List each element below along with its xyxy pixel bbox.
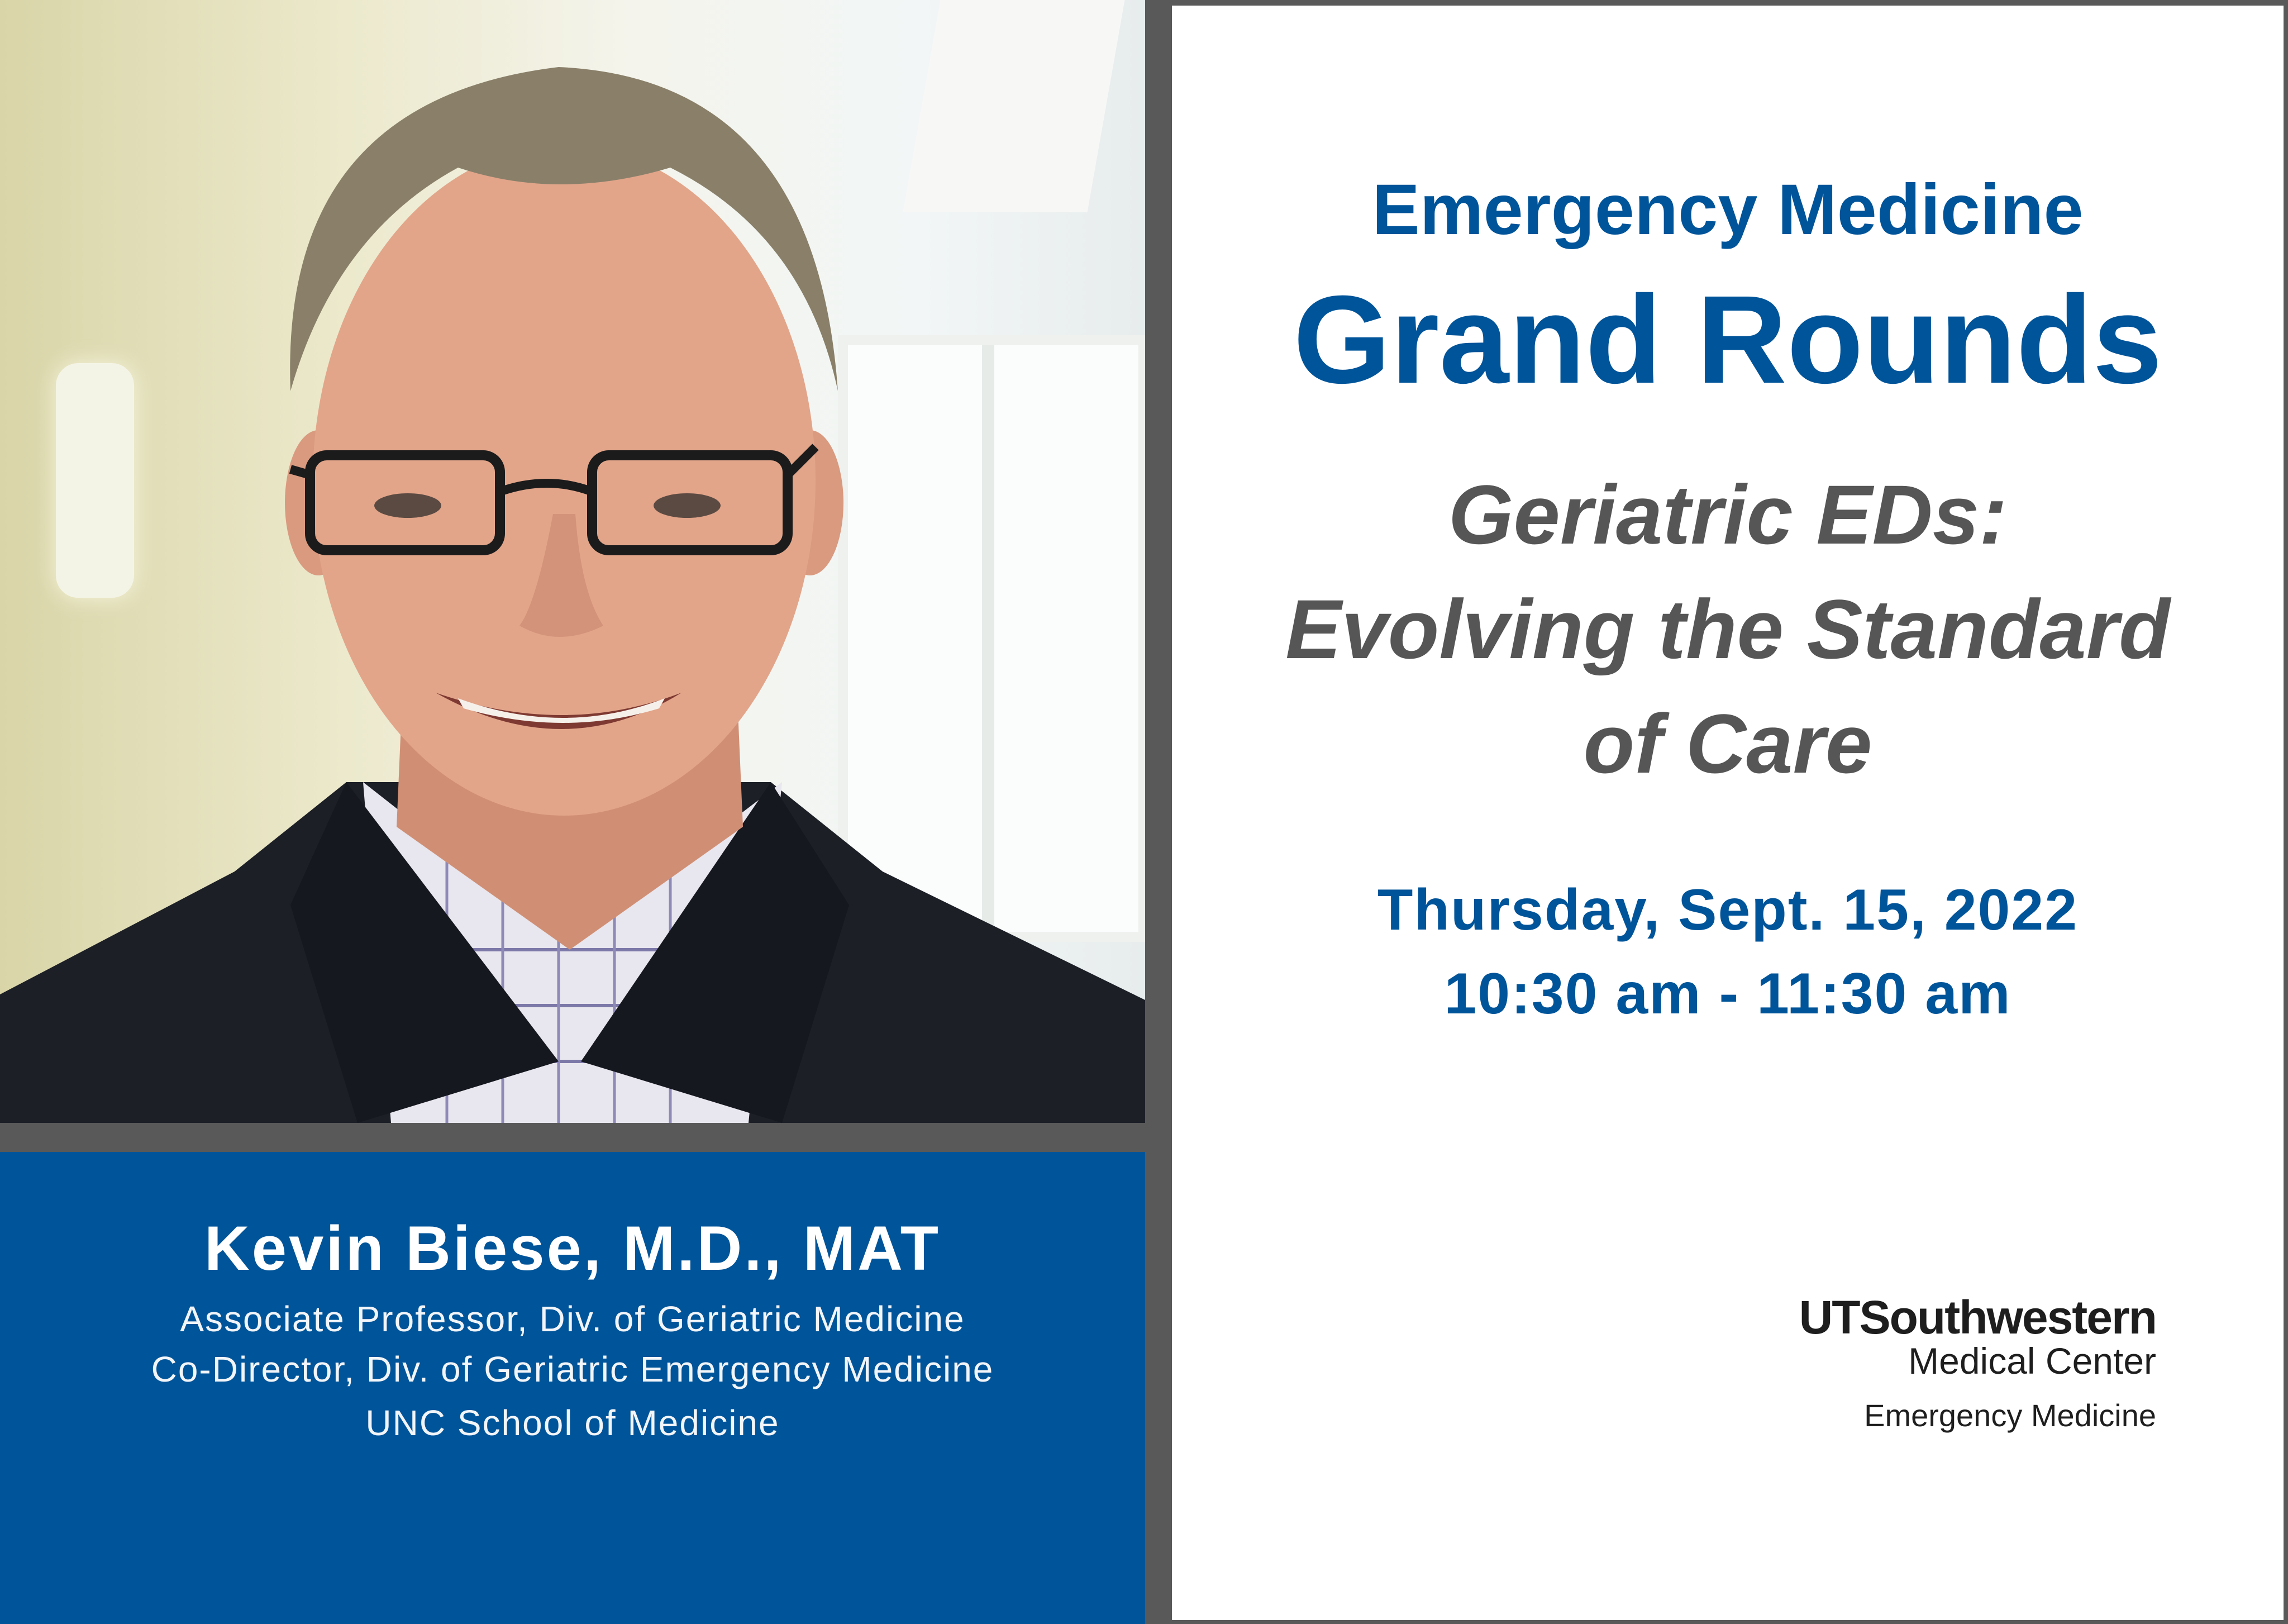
utsw-logo [1799, 1291, 2156, 1433]
logo-department: Emergency Medicine [1864, 1397, 2156, 1433]
event-series: Emergency Medicine [1372, 170, 2084, 250]
event-date: Thursday, Sept. 15, 2022 [1377, 878, 2079, 942]
talk-title-line-2: Evolving the Standard [1285, 582, 2170, 676]
speaker-name: Kevin Biese, M.D., MAT [204, 1213, 941, 1283]
logo-wordmark: UTSouthwestern [1799, 1291, 2156, 1344]
event-name: Grand Rounds [1293, 270, 2162, 409]
talk-title-line-1: Geriatric EDs: [1448, 468, 2008, 561]
speaker-portrait [0, 0, 1145, 1123]
talk-title-line-3: of Care [1583, 697, 1872, 790]
speaker-title-2: Co-Director, Div. of Geriatric Emergency Medicine [151, 1349, 994, 1389]
event-time: 10:30 am - 11:30 am [1444, 961, 2011, 1026]
speaker-affiliation: UNC School of Medicine [365, 1403, 780, 1443]
logo-subtitle: Medical Center [1908, 1340, 2156, 1382]
speaker-photo [0, 0, 1145, 1123]
event-info-panel [1172, 6, 2284, 1620]
speaker-title-1: Associate Professor, Div. of Geriatric Medicine [180, 1299, 965, 1339]
speaker-info-panel [0, 1152, 1145, 1624]
